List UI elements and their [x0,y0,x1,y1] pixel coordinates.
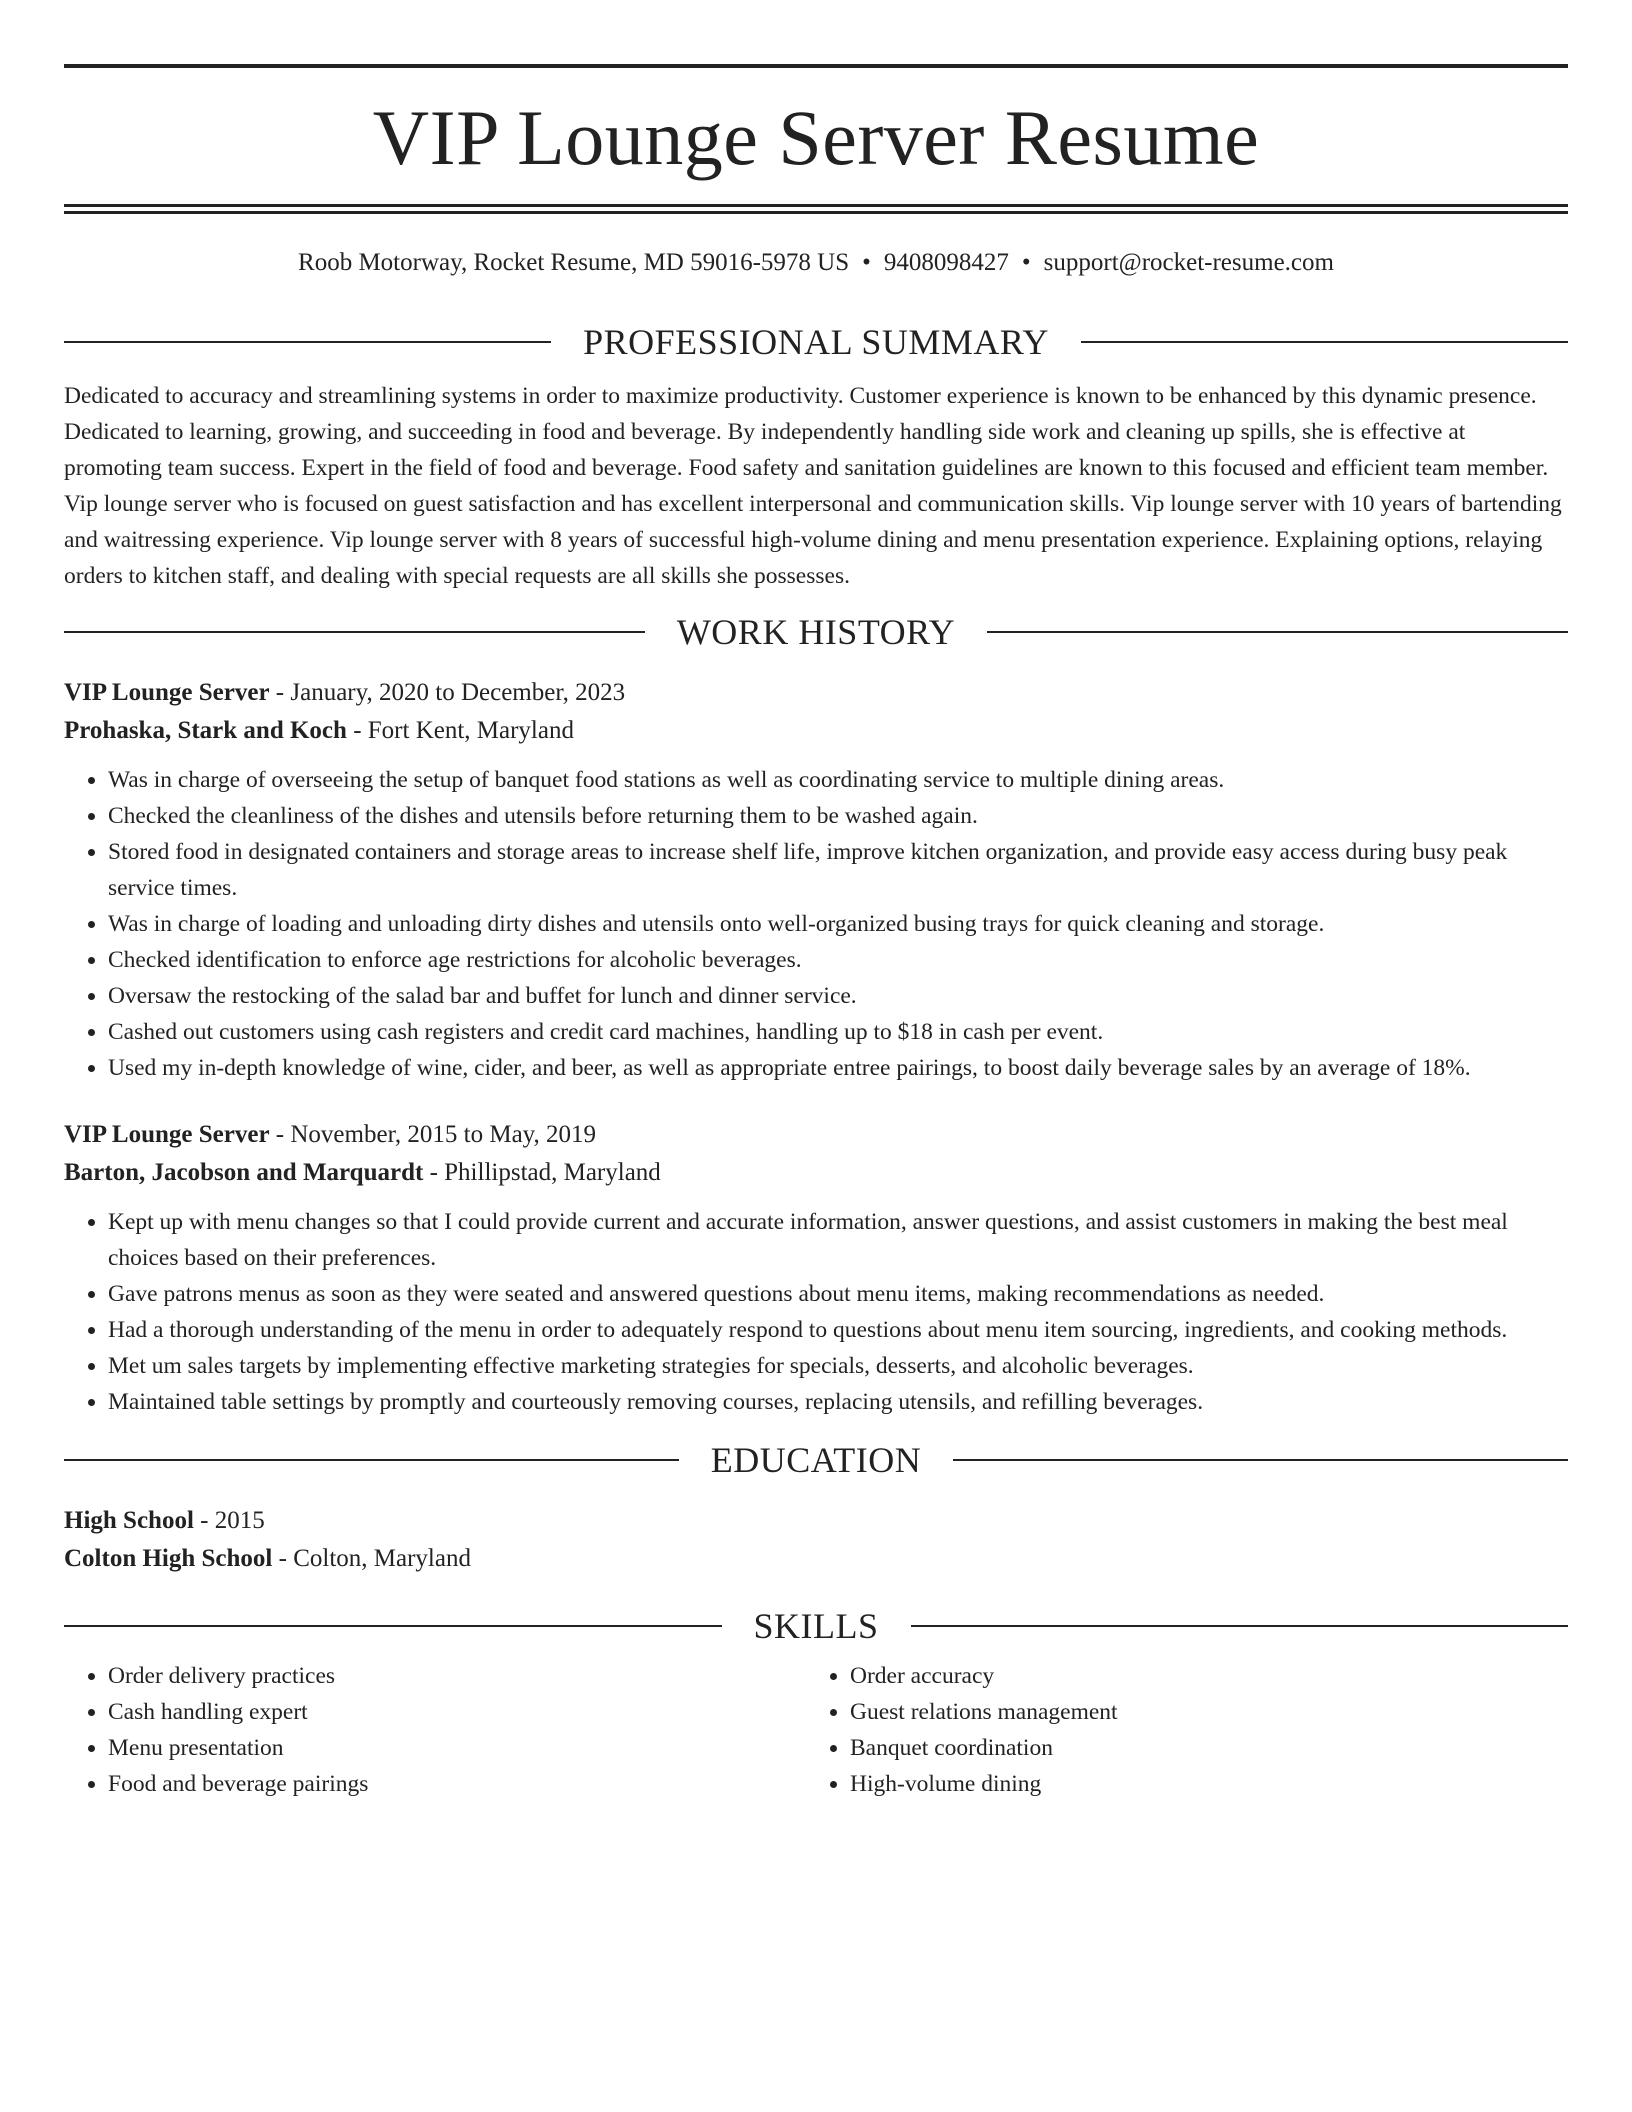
resume-title: VIP Lounge Server Resume [372,94,1260,181]
job-bullet: • Oversaw the restocking of the salad bar and buffet for lunch and dinner service. [108,978,1568,1014]
heading-rule [911,1625,1569,1627]
job-bullet: • Was in charge of overseeing the setup of banquet food stations as well as coordinating service to multiple dining areas. [108,762,1568,798]
section-heading-summary [64,322,1568,362]
skill-item: • Cash handling expert [108,1694,806,1730]
education-entry [64,1502,1568,1578]
heading-rule [64,1459,679,1461]
job-title-line [64,674,1568,712]
heading-rule [987,631,1568,633]
education-degree: High School [64,1507,194,1534]
job-entry [64,1116,1568,1420]
section-heading-work [64,612,1568,652]
skill-item: • Order accuracy [850,1658,1548,1694]
job-bullet: • Checked the cleanliness of the dishes and utensils before returning them to be washed again. [108,798,1568,834]
section-title: SKILLS [753,1606,879,1646]
job-bullet: • Met um sales targets by implementing effective marketing strategies for specials, desserts, and alcoholic beverages. [108,1348,1568,1384]
job-company-line [64,1154,1568,1192]
education-degree-line [64,1502,1568,1540]
job-location: - Fort Kent, Maryland [346,717,574,744]
job-entry [64,674,1568,1086]
heading-rule [64,341,551,343]
skills-column-left [64,1658,806,1802]
education-year: - 2015 [193,1507,265,1534]
job-bullets [64,762,1568,1086]
job-bullets [64,1204,1568,1420]
section-title: WORK HISTORY [676,612,956,652]
job-dates: - January, 2020 to December, 2023 [269,679,626,706]
heading-rule [953,1459,1568,1461]
section-title: EDUCATION [710,1440,922,1480]
skills-grid [64,1658,1568,1802]
contact-separator: • [862,249,871,276]
contact-email: support@rocket-resume.com [1043,249,1334,276]
job-bullet: • Kept up with menu changes so that I could provide current and accurate information, answer questions, and assist customers in making the best meal choices based on their preferences. [108,1204,1568,1276]
skill-item: • Guest relations management [850,1694,1548,1730]
skill-item: • High-volume dining [850,1766,1548,1802]
heading-rule [1081,341,1568,343]
skill-item: • Banquet coordination [850,1730,1548,1766]
job-title-line [64,1116,1568,1154]
education-location: - Colton, Maryland [272,1545,471,1572]
job-company-line [64,712,1568,750]
job-title: VIP Lounge Server [64,1121,270,1148]
summary-text: Dedicated to accuracy and streamlining systems in order to maximize productivity. Customer experience is known to be enhanced by this dynamic presence. Dedicated to learning, growing, and succeeding in food and beverage. By independently handling side work and cleaning up spills, she is effective at promoting team success. Expert in the field of food and beverage. Food safety and sanitation guidelines are known to this focused and efficient team member. Vip lounge server who is focused on guest satisfaction and has excellent interpersonal and communication skills. Vip lounge server with 10 years of bartending and waitressing experience. Vip lounge server with 8 years of successful high-volume dining and menu presentation experience. Explaining options, relaying orders to kitchen staff, and dealing with special requests are all skills she possesses. [64,383,1562,589]
education-school-line [64,1540,1568,1578]
job-bullet: • Gave patrons menus as soon as they were seated and answered questions about menu items, making recommendations as needed. [108,1276,1568,1312]
skill-item: • Menu presentation [108,1730,806,1766]
job-bullet: • Maintained table settings by promptly and courteously removing courses, replacing utensils, and refilling beverages. [108,1384,1568,1420]
contact-line [64,248,1568,278]
skill-item: • Order delivery practices [108,1658,806,1694]
job-company: Prohaska, Stark and Koch [64,717,347,744]
education-school: Colton High School [64,1545,273,1572]
skill-item: • Food and beverage pairings [108,1766,806,1802]
top-rule [64,64,1568,68]
job-location: - Phillipstad, Maryland [423,1159,661,1186]
contact-separator: • [1021,249,1031,276]
title-double-rule [64,204,1568,214]
heading-rule [64,631,645,633]
skills-column-right [806,1658,1548,1802]
job-dates: - November, 2015 to May, 2019 [269,1121,597,1148]
job-company: Barton, Jacobson and Marquardt [64,1159,424,1186]
job-bullet: • Checked identification to enforce age restrictions for alcoholic beverages. [108,942,1568,978]
heading-rule [64,1625,722,1627]
contact-phone: 9408098427 [883,249,1009,276]
job-bullet: • Stored food in designated containers and storage areas to increase shelf life, improve kitchen organization, and provide easy access during busy peak service times. [108,834,1568,906]
job-bullet: • Had a thorough understanding of the menu in order to adequately respond to questions about menu item sourcing, ingredients, and cooking methods. [108,1312,1568,1348]
resume-page [64,64,1568,1802]
job-bullet: • Cashed out customers using cash registers and credit card machines, handling up to $18 in cash per event. [108,1014,1568,1050]
job-title: VIP Lounge Server [64,679,270,706]
job-bullet: • Was in charge of loading and unloading dirty dishes and utensils onto well-organized busing trays for quick cleaning and storage. [108,906,1568,942]
job-bullet: • Used my in-depth knowledge of wine, cider, and beer, as well as appropriate entree pairings, to boost daily beverage sales by an average of 18%. [108,1050,1568,1086]
section-heading-skills [64,1606,1568,1646]
section-heading-education [64,1440,1568,1480]
contact-address: Roob Motorway, Rocket Resume, MD 59016-5978 US [298,249,850,276]
section-title: PROFESSIONAL SUMMARY [583,322,1049,362]
